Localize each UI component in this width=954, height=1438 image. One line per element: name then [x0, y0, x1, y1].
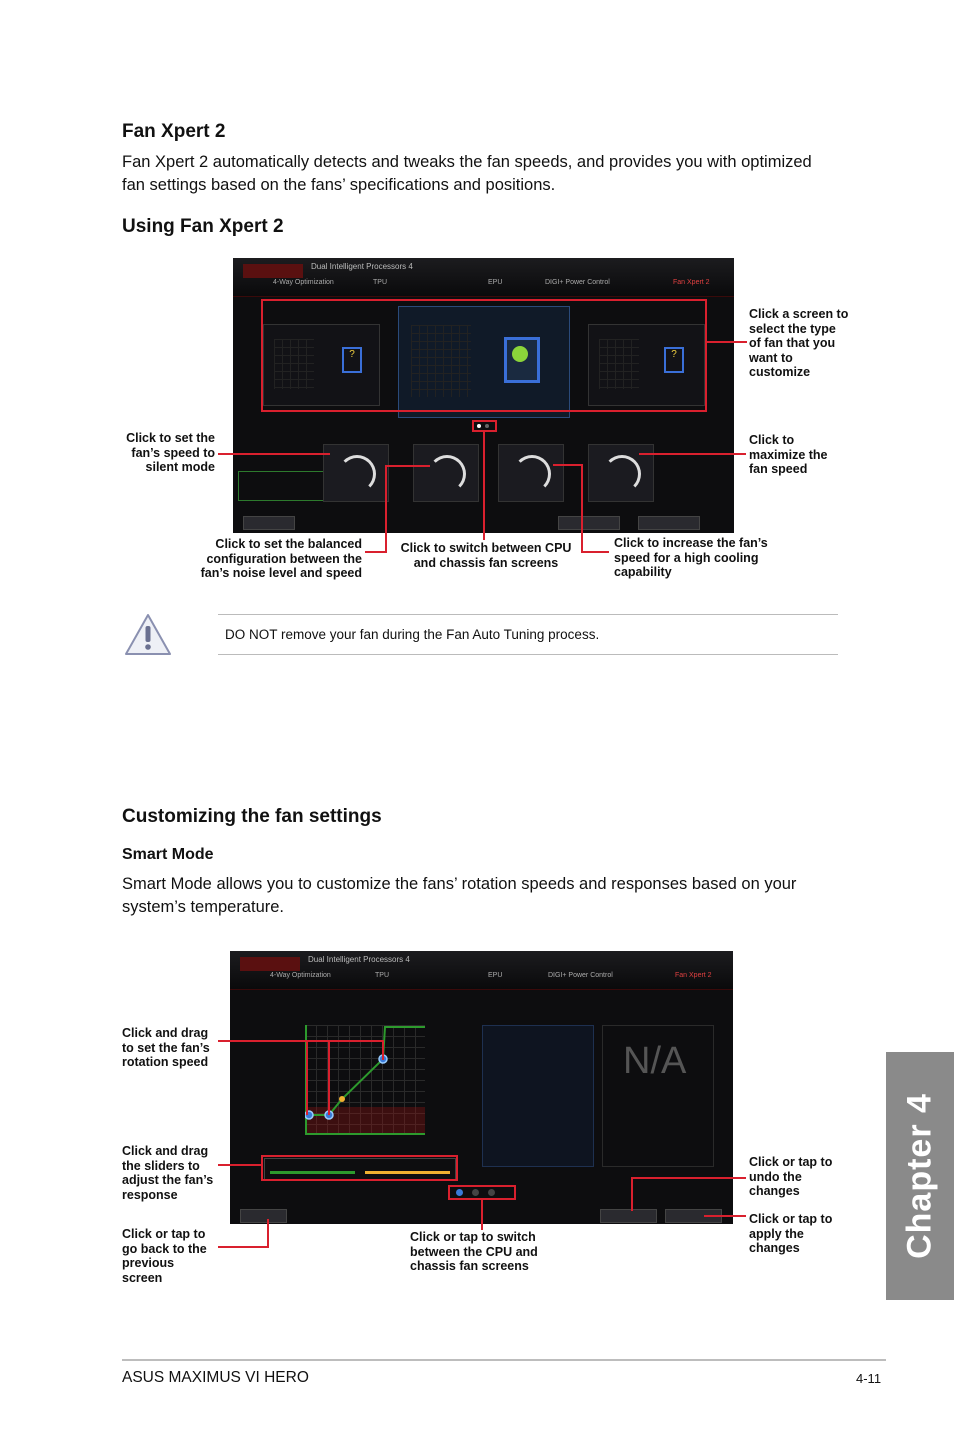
leader-sliders [218, 1164, 262, 1166]
chapter-label: Chapter 4 [900, 1093, 939, 1259]
fan-screen-left[interactable]: ? [263, 324, 380, 406]
leader-back-v [267, 1219, 269, 1248]
na-panel [602, 1025, 714, 1167]
turbo-mode-icon[interactable] [498, 444, 564, 502]
leader-increase-h [553, 464, 583, 466]
rog-logo [243, 264, 303, 278]
footer-product: ASUS MAXIMUS VI HERO [122, 1369, 309, 1386]
callout-select-screen: Click a screen to select the type of fan that you want to customize [749, 307, 849, 379]
save-profile-button[interactable] [638, 516, 700, 530]
leader-balanced-h [385, 465, 430, 467]
fan-tuning-button[interactable] [243, 516, 295, 530]
tab-digi[interactable]: DIGI+ Power Control [545, 279, 610, 286]
callout-balanced: Click to set the balanced configuration between the fan’s noise level and speed [200, 537, 362, 580]
callout-apply: Click or tap to apply the changes [749, 1212, 833, 1255]
app-title: Dual Intelligent Processors 4 [311, 262, 413, 271]
footer-rule [122, 1359, 886, 1361]
leader-maximize [639, 453, 746, 455]
using-title: Using Fan Xpert 2 [122, 216, 284, 237]
callout-switch: Click to switch between CPU and chassis fan screens [400, 541, 572, 570]
rog-logo-2 [240, 957, 300, 971]
tab-tpu-2[interactable]: TPU [375, 972, 389, 979]
callout-silent: Click to set the fan’s speed to silent mode [126, 431, 215, 474]
leader-silent [218, 453, 330, 455]
fan-screen-right[interactable]: ? [588, 324, 705, 406]
callout-switch-2: Click or tap to switch between the CPU and chassis fan screens [410, 1230, 538, 1273]
leader-drag-speed-v2 [328, 1040, 330, 1115]
leader-undo-h [631, 1177, 746, 1179]
tab-digi-2[interactable]: DIGI+ Power Control [548, 972, 613, 979]
app-topbar-2 [230, 951, 733, 990]
na-text: N/A [623, 1040, 687, 1082]
leader-drag-speed-v3 [382, 1040, 384, 1060]
tab-fanxpert[interactable]: Fan Xpert 2 [673, 279, 710, 286]
load-profile-button[interactable] [558, 516, 620, 530]
callout-drag-speed: Click and drag to set the fan’s rotation speed [122, 1026, 210, 1069]
fan-table [482, 1025, 594, 1167]
tab-epu-2[interactable]: EPU [488, 972, 503, 979]
app-title-2: Dual Intelligent Processors 4 [308, 955, 410, 964]
leader-switch [483, 432, 485, 540]
smart-mode-title: Smart Mode [122, 846, 214, 863]
leader-apply [704, 1215, 746, 1217]
note-top-rule [218, 614, 838, 615]
callout-back: Click or tap to go back to the previous screen [122, 1227, 207, 1285]
sliders-highlight [261, 1155, 458, 1181]
leader-increase-v [581, 464, 583, 553]
tab-tpu[interactable]: TPU [373, 279, 387, 286]
leader-back-h [218, 1246, 269, 1248]
tab-4way-2[interactable]: 4-Way Optimization [270, 972, 331, 979]
callout-undo: Click or tap to undo the changes [749, 1155, 833, 1198]
leader-select-screen [707, 341, 747, 343]
fan-screens-highlight [261, 299, 707, 412]
undo-button[interactable] [600, 1209, 657, 1223]
callout-increase: Click to increase the fan’s speed for a high cooling capability [614, 536, 768, 579]
leader-undo-v [631, 1177, 633, 1211]
intro-text: Fan Xpert 2 automatically detects and tweaks the fan speeds, and provides you with optimized fan settings based on the fans’ specifications and positions. [122, 153, 812, 194]
note-bottom-rule [218, 654, 838, 655]
footer-page: 4-11 [856, 1371, 882, 1386]
pager-highlight [472, 420, 497, 432]
smart-mode-text: Smart Mode allows you to customize the fans’ rotation speeds and responses based on your system’s temperature. [122, 875, 797, 916]
callout-maximize: Click to maximize the fan speed [749, 433, 828, 476]
tab-epu[interactable]: EPU [488, 279, 503, 286]
back-button[interactable] [240, 1209, 287, 1223]
tab-fanxpert-2[interactable]: Fan Xpert 2 [675, 972, 712, 979]
leader-switch-2 [481, 1200, 483, 1230]
pager-highlight-2 [448, 1185, 516, 1200]
warning-icon [124, 612, 176, 658]
leader-increase-end [581, 551, 609, 553]
note-text: DO NOT remove your fan during the Fan Auto Tuning process. [225, 627, 600, 642]
leader-drag-speed-v1 [306, 1040, 308, 1115]
leader-drag-speed-h [218, 1040, 383, 1042]
customizing-title: Customizing the fan settings [122, 806, 382, 827]
callout-drag-sliders: Click and drag the sliders to adjust the fan’s response [122, 1144, 214, 1202]
standard-mode-icon[interactable] [413, 444, 479, 502]
silent-mode-icon[interactable] [323, 444, 389, 502]
chapter-tab [886, 1052, 954, 1300]
tab-4way[interactable]: 4-Way Optimization [273, 279, 334, 286]
leader-balanced-v [385, 465, 387, 553]
app-topbar [233, 258, 734, 297]
section-title: Fan Xpert 2 [122, 121, 226, 142]
leader-balanced-end [365, 551, 387, 553]
